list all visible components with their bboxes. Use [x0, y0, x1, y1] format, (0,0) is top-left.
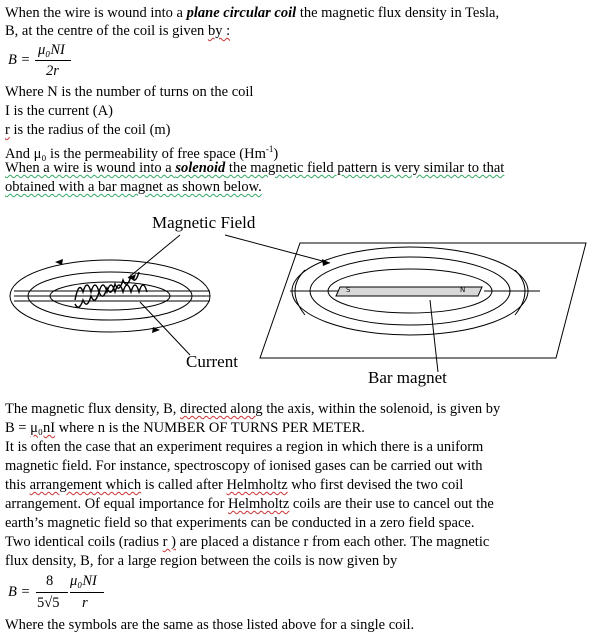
formula1-numerator: μ₀NI: [38, 42, 65, 58]
text-line-5: r is the radius of the coil (m): [5, 122, 171, 138]
text-line-3: Where N is the number of turns on the coil: [5, 84, 254, 100]
formula1-denominator: 2r: [46, 63, 59, 79]
formula2-bar-right: [70, 592, 104, 593]
formula2-denominator-r: r: [82, 595, 88, 611]
text-line-last: Where the symbols are the same as those listed above for a single coil.: [5, 617, 415, 633]
solenoid-coil: [75, 272, 147, 307]
formula2-denominator-sqrt: 5√5: [37, 595, 60, 611]
formula2-numerator-mu: μ₀NI: [70, 573, 97, 589]
text-line-15: earth’s magnetic field so that experiments can be conducted in a zero field space.: [5, 515, 475, 531]
magnet-plane: [260, 243, 586, 358]
text-line-16: Two identical coils (radius r ) are placed a distance r from each other. The magnetic: [5, 534, 490, 550]
text-line-11: It is often the case that an experiment requires a region in which there is a uniform: [5, 439, 484, 455]
text-line-9: The magnetic flux density, B, directed along the axis, within the solenoid, is given by: [5, 401, 501, 417]
text-line-2: B, at the centre of the coil is given by :: [5, 23, 231, 39]
magnetic-field-label: Magnetic Field: [152, 213, 256, 232]
text-line-1: When the wire is wound into a plane circular coil the magnetic flux density in Tesla,: [5, 5, 500, 21]
text-line-13: this arrangement which is called after Helmholtz who first devised the two coil: [5, 477, 464, 493]
magnet-pointer: [430, 300, 438, 372]
text-line-6: And μ₀ is the permeability of free space $(Hm^{-1})$: [5, 144, 279, 162]
current-pointer: [140, 302, 190, 355]
formula2-numerator-8: 8: [46, 573, 54, 589]
formula2-lhs: B =: [8, 584, 31, 600]
field-pointer: [225, 235, 330, 263]
south-pole-label: S: [346, 286, 351, 294]
field-pointer: [128, 235, 180, 278]
north-pole-label: N: [460, 286, 466, 294]
current-label: Current: [186, 352, 238, 371]
bar-magnet-label: Bar magnet: [368, 368, 447, 387]
text-line-10: B = μ₀nI where n is the NUMBER OF TURNS PER METER.: [5, 420, 365, 436]
text-line-4: I is the current (A): [5, 103, 113, 119]
formula2-bar-left: [36, 592, 68, 593]
text-line-17: flux density, B, for a large region between the coils is now given by: [5, 553, 398, 569]
text-line-7: When a wire is wound into a solenoid the magnetic field pattern is very similar to that: [5, 160, 505, 176]
text-line-12: magnetic field. For instance, spectroscopy of ionised gases can be carried out with: [5, 458, 483, 474]
text-line-14: arrangement. Of equal importance for Helmholtz coils are their use to cancel out the: [5, 496, 494, 512]
text-line-8: obtained with a bar magnet as shown below.: [5, 179, 262, 195]
formula1-lhs: B =: [8, 52, 31, 68]
